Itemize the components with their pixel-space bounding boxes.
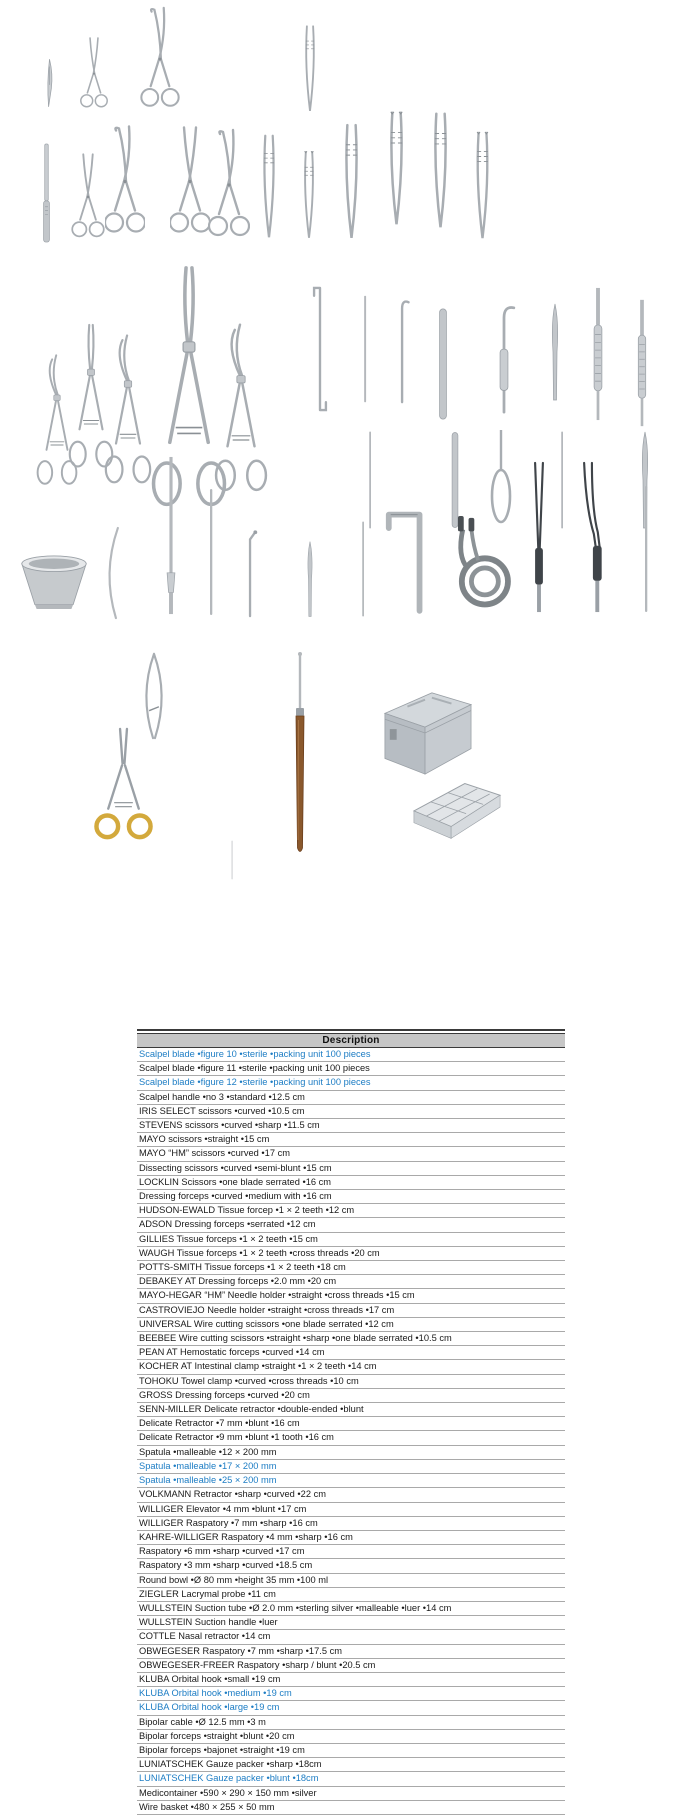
table-row [137,1488,565,1502]
potts-smith-forceps-image [428,100,453,242]
description-text: Wire basket •480 × 255 × 50 mm [137,1800,565,1814]
table-row [137,1502,565,1516]
table-row [137,1445,565,1459]
senn-miller-retractor-image [310,280,330,418]
table-row [137,1062,565,1076]
table-row [137,1275,565,1289]
table-row [137,1474,565,1488]
table-row [137,1147,565,1161]
castroviejo-needle-holder-image [214,300,268,526]
dressing-forceps-image [297,24,323,114]
description-text: MAYO-HEGAR “HM” Needle holder •straight •cross threads •15 cm [137,1289,565,1303]
description-text: MAYO scissors •straight •15 cm [137,1133,565,1147]
table-row [137,1644,565,1658]
scalpel-handle-image [40,142,53,244]
stevens-scissors-image [136,6,184,116]
table-row [137,1090,565,1104]
volkmann-retractor-image [490,298,518,416]
description-text: WULLSTEIN Suction handle •luer [137,1616,565,1630]
description-link[interactable]: Scalpel blade •figure 12 •sterile •packing unit 100 pieces [137,1076,565,1090]
description-text: Bipolar forceps •straight •blunt •20 cm [137,1729,565,1743]
description-link[interactable]: Spatula •malleable •17 × 200 mm [137,1459,565,1473]
table-row [137,1559,565,1573]
wullstein-suction-handle-image [206,487,216,617]
description-text: KLUBA Orbital hook •small •19 cm [137,1672,565,1686]
bipolar-forceps-straight-image [527,460,551,614]
description-text: Raspatory •6 mm •sharp •curved •17 cm [137,1545,565,1559]
description-text: HUDSON-EWALD Tissue forcep •1 × 2 teeth •12 cm [137,1204,565,1218]
description-text: ZIEGLER Lacrymal probe •11 cm [137,1587,565,1601]
table-row [137,1246,565,1260]
round-bowl-image [14,550,94,614]
description-text: Spatula •malleable •12 × 200 mm [137,1445,565,1459]
cottle-nasal-retractor-image [383,496,433,616]
iris-select-scissors-image [76,36,112,114]
table-row [137,1261,565,1275]
description-header: Description [137,1034,565,1048]
table-row [137,1530,565,1544]
gillies-forceps-image [339,122,364,242]
table-row [137,1360,565,1374]
description-text: Delicate Retractor •9 mm •blunt •1 tooth •16 cm [137,1431,565,1445]
table-row [137,1758,565,1772]
description-text: WULLSTEIN Suction tube •Ø 2.0 mm •sterling silver •malleable •luer •14 cm [137,1601,565,1615]
table-row [137,1303,565,1317]
table-row [137,1658,565,1672]
description-link[interactable]: KLUBA Orbital hook •large •19 cm [137,1701,565,1715]
ball-probe-image [243,526,259,618]
description-text: ADSON Dressing forceps •serrated •12 cm [137,1218,565,1232]
scalpel-blade-image [44,56,55,110]
table-row [137,1630,565,1644]
spatula-image [436,306,450,422]
table-row [137,1800,565,1814]
williger-raspatory-image [590,286,606,422]
table-row [137,1772,565,1786]
locklin-scissors-image [208,128,250,246]
table-row [137,1786,565,1800]
table-row [137,1076,565,1090]
curved-probe-image [100,526,124,620]
description-text: UNIVERSAL Wire cutting scissors •one blade serrated •12 cm [137,1317,565,1331]
description-table [137,1033,565,1815]
table-row [137,1459,565,1473]
table-row [137,1190,565,1204]
table-row [137,1317,565,1331]
table-row [137,1048,565,1062]
adson-forceps-image [257,133,281,241]
table-row [137,1104,565,1118]
table-row [137,1289,565,1303]
description-text: GROSS Dressing forceps •curved •20 cm [137,1388,565,1402]
table-row [137,1417,565,1431]
table-row [137,1587,565,1601]
dissecting-scissors-image [170,122,210,245]
table-row [137,1133,565,1147]
ziegler-probe-image [360,294,370,404]
bipolar-forceps-bayonet-image [574,460,604,614]
table-row [137,1388,565,1402]
table-row [137,1119,565,1133]
table-row [137,1204,565,1218]
table-row [137,1687,565,1701]
description-text: IRIS SELECT scissors •curved •10.5 cm [137,1104,565,1118]
description-text: Delicate Retractor •7 mm •blunt •16 cm [137,1417,565,1431]
hudson-ewald-forceps-image [297,148,321,241]
description-text: BEEBEE Wire cutting scissors •straight •sharp •one blade serrated •10.5 cm [137,1332,565,1346]
table-row [137,1715,565,1729]
description-text: Scalpel handle •no 3 •standard •12.5 cm [137,1090,565,1104]
probe-image [641,484,651,614]
description-link[interactable]: LUNIATSCHEK Gauze packer •blunt •18cm [137,1772,565,1786]
description-text: OBWEGESER Raspatory •7 mm •sharp •17.5 cm [137,1644,565,1658]
table-row [137,1218,565,1232]
mayo-hm-scissors-image [105,122,145,245]
description-text: WILLIGER Raspatory •7 mm •sharp •16 cm [137,1516,565,1530]
description-text: Dissecting scissors •curved •semi-blunt •15 cm [137,1161,565,1175]
table-row [137,1616,565,1630]
description-text: KAHRE-WILLIGER Raspatory •4 mm •sharp •16 cm [137,1530,565,1544]
raspatory-6mm-image [364,430,376,530]
description-text: TOHOKU Towel clamp •curved •cross threads •10 cm [137,1374,565,1388]
description-text: OBWEGESER-FREER Raspatory •sharp / blunt •20.5 cm [137,1658,565,1672]
description-text: SENN-MILLER Delicate retractor •double-ended •blunt [137,1403,565,1417]
williger-elevator-image [548,286,562,418]
table-row [137,1332,565,1346]
description-text: COTTLE Nasal retractor •14 cm [137,1630,565,1644]
table-row [137,1431,565,1445]
needle-holder-gold-image [92,726,156,846]
description-text: CASTROVIEJO Needle holder •straight •cross threads •17 cm [137,1303,565,1317]
description-text: PEAN AT Hemostatic forceps •curved •14 cm [137,1346,565,1360]
description-table-wrap [137,1029,565,1815]
obwegeser-raspatory-image [303,540,317,618]
wullstein-suction-tube-image [163,455,179,617]
table-row [137,1701,565,1715]
table-row [137,1232,565,1246]
raspatory-3mm-image [448,430,462,530]
table-row [137,1403,565,1417]
table-row [137,1743,565,1757]
description-text: WAUGH Tissue forceps •1 × 2 teeth •cross threads •20 cm [137,1246,565,1260]
small-probe-image [228,840,236,880]
mayo-scissors-image [70,152,106,245]
description-text: DEBAKEY AT Dressing forceps •2.0 mm •20 cm [137,1275,565,1289]
table-row [137,1729,565,1743]
table-row [137,1573,565,1587]
tohoku-towel-clamp-image [488,428,514,528]
description-text: Round bowl •Ø 80 mm •height 35 mm •100 ml [137,1573,565,1587]
description-link[interactable]: Spatula •malleable •25 × 200 mm [137,1474,565,1488]
table-row [137,1516,565,1530]
description-text: GILLIES Tissue forceps •1 × 2 teeth •15 cm [137,1232,565,1246]
kluba-hook-image [394,294,412,404]
table-row [137,1672,565,1686]
obwegeser-freer-raspatory-image [357,520,369,618]
luniatschek-gauze-packer-image [287,650,313,858]
table-row [137,1175,565,1189]
description-text: LOCKLIN Scissors •one blade serrated •16 cm [137,1175,565,1189]
table-row [137,1161,565,1175]
table-row [137,1346,565,1360]
description-text: VOLKMANN Retractor •sharp •curved •22 cm [137,1488,565,1502]
wire-basket-image [410,774,504,844]
table-row [137,1601,565,1615]
description-link[interactable]: KLUBA Orbital hook •medium •19 cm [137,1687,565,1701]
description-text: MAYO “HM” scissors •curved •17 cm [137,1147,565,1161]
description-text: KOCHER AT Intestinal clamp •straight •1 × 2 teeth •14 cm [137,1360,565,1374]
medicontainer-image [378,686,476,778]
description-text: Medicontainer •590 × 290 × 150 mm •silver [137,1786,565,1800]
kocher-clamp-image [104,302,152,526]
debakey-forceps-image [470,128,495,242]
description-text: Bipolar cable •Ø 12.5 mm •3 m [137,1715,565,1729]
waugh-forceps-image [384,94,409,242]
description-link[interactable]: Scalpel blade •figure 10 •sterile •packing unit 100 pieces [137,1048,565,1062]
description-text: WILLIGER Elevator •4 mm •blunt •17 cm [137,1502,565,1516]
bipolar-cable-image [444,516,520,616]
description-text: Raspatory •3 mm •sharp •curved •18.5 cm [137,1559,565,1573]
description-text: Dressing forceps •curved •medium with •16 cm [137,1190,565,1204]
description-text: Scalpel blade •figure 11 •sterile •packing unit 100 pieces [137,1062,565,1076]
table-row [137,1374,565,1388]
table-row [137,1545,565,1559]
kahre-williger-raspatory-image [634,298,650,428]
description-text: POTTS-SMITH Tissue forceps •1 × 2 teeth •18 cm [137,1261,565,1275]
description-text: STEVENS scissors •curved •sharp •11.5 cm [137,1119,565,1133]
description-text: Bipolar forceps •bajonet •straight •19 cm [137,1743,565,1757]
description-text: LUNIATSCHEK Gauze packer •sharp •18cm [137,1758,565,1772]
delicate-retractor-7mm-image [556,430,568,530]
